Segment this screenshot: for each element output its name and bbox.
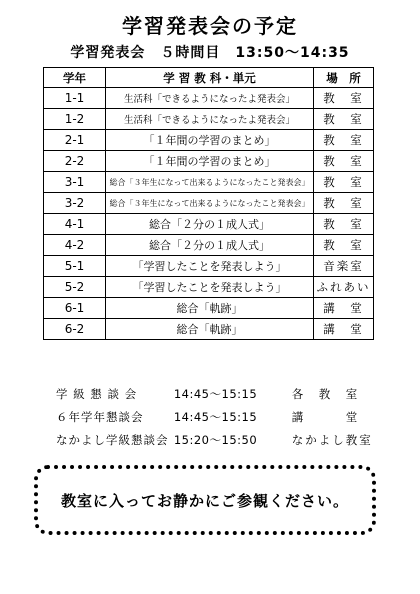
meeting-row [56, 406, 386, 429]
table-row [44, 88, 374, 109]
cell-class: 4-2 [44, 235, 106, 256]
cell-place: 教 室 [314, 193, 374, 214]
notice-box [34, 465, 376, 535]
meeting-place: なかよし教室 [291, 433, 373, 447]
cell-subject: 生活科「できるようになったよ発表会」 [106, 88, 314, 109]
cell-class: 3-1 [44, 172, 106, 193]
table-row [44, 109, 374, 130]
header-place: 場 所 [314, 68, 374, 88]
cell-subject: 総合「３年生になって出来るようになったこと発表会」 [106, 193, 314, 214]
cell-place: 講 堂 [314, 319, 374, 340]
table-row [44, 130, 374, 151]
cell-subject: 総合「軌跡」 [106, 319, 314, 340]
schedule-subtitle: 学習発表会 ５時間目 13:50～14:35 [70, 45, 350, 61]
cell-subject: 総合「３年生になって出来るようになったこと発表会」 [106, 172, 314, 193]
page-title: 学習発表会の予定 [122, 14, 298, 38]
meeting-place: 講 堂 [291, 410, 360, 424]
cell-class: 1-1 [44, 88, 106, 109]
meeting-list [56, 383, 386, 452]
cell-subject: 「学習したことを発表しよう」 [106, 277, 314, 298]
meeting-time: 15:20～15:50 [173, 433, 258, 447]
cell-class: 5-1 [44, 256, 106, 277]
cell-place: 教 室 [314, 130, 374, 151]
meeting-place: 各 教 室 [291, 387, 360, 401]
table-header-row [44, 68, 374, 88]
cell-class: 4-1 [44, 214, 106, 235]
cell-subject: 生活科「できるようになったよ発表会」 [106, 109, 314, 130]
cell-subject: 「１年間の学習のまとめ」 [106, 151, 314, 172]
cell-place: ふれあい [314, 277, 374, 298]
cell-subject: 「学習したことを発表しよう」 [106, 256, 314, 277]
meeting-name: ６年学年懇談会 [56, 410, 144, 424]
cell-class: 5-2 [44, 277, 106, 298]
meeting-row [56, 429, 386, 452]
cell-class: 6-2 [44, 319, 106, 340]
cell-place: 音楽室 [314, 256, 374, 277]
cell-place: 教 室 [314, 151, 374, 172]
cell-class: 1-2 [44, 109, 106, 130]
table-row [44, 151, 374, 172]
table-row [44, 277, 374, 298]
table-row [44, 298, 374, 319]
table-row [44, 319, 374, 340]
cell-subject: 「１年間の学習のまとめ」 [106, 130, 314, 151]
table-row [44, 214, 374, 235]
cell-place: 教 室 [314, 88, 374, 109]
meeting-name: 学 級 懇 談 会 [56, 387, 138, 401]
meeting-name: なかよし学級懇談会 [56, 433, 169, 447]
table-row [44, 256, 374, 277]
table-row [44, 172, 374, 193]
cell-class: 2-1 [44, 130, 106, 151]
meeting-time: 14:45～15:15 [173, 410, 258, 424]
header-subject: 学 習 教 科・単元 [106, 68, 314, 88]
cell-class: 3-2 [44, 193, 106, 214]
meeting-row [56, 383, 386, 406]
cell-subject: 総合「２分の１成人式」 [106, 235, 314, 256]
cell-subject: 総合「軌跡」 [106, 298, 314, 319]
cell-place: 講 堂 [314, 298, 374, 319]
cell-place: 教 室 [314, 172, 374, 193]
header-grade: 学年 [44, 68, 106, 88]
cell-class: 2-2 [44, 151, 106, 172]
cell-class: 6-1 [44, 298, 106, 319]
cell-subject: 総合「２分の１成人式」 [106, 214, 314, 235]
meeting-time: 14:45～15:15 [173, 387, 258, 401]
notice-text: 教室に入ってお静かにご参観ください。 [60, 491, 349, 510]
table-row [44, 235, 374, 256]
table-row [44, 193, 374, 214]
cell-place: 教 室 [314, 109, 374, 130]
schedule-table [43, 67, 374, 340]
cell-place: 教 室 [314, 214, 374, 235]
cell-place: 教 室 [314, 235, 374, 256]
